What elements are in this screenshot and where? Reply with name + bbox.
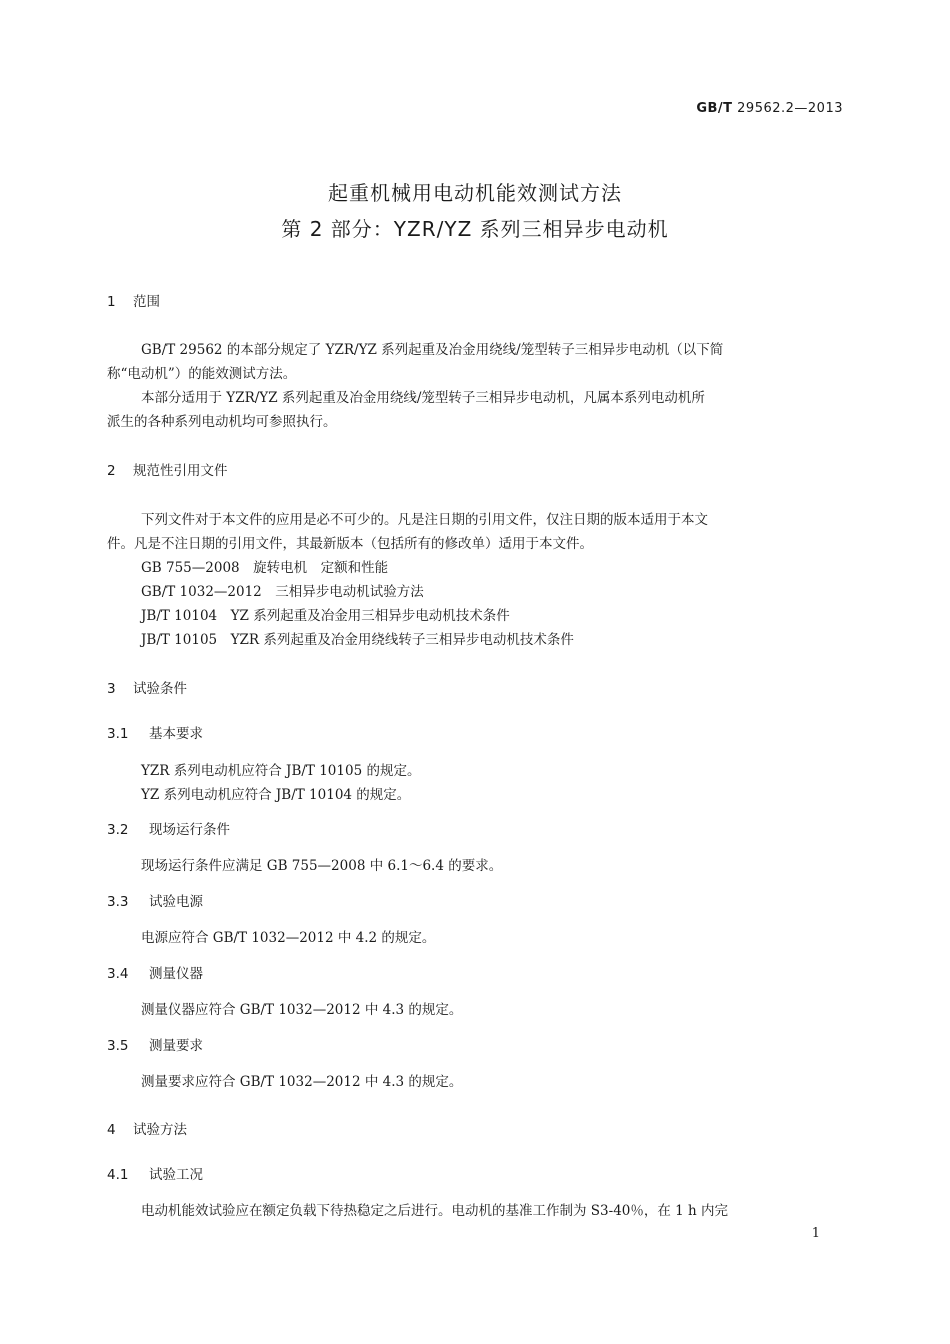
paragraph-line: 测量要求应符合 GB/T 1032—2012 中 4.3 的规定。	[141, 1074, 463, 1090]
section-number: 1	[107, 294, 116, 310]
document-title: 起重机械用电动机能效测试方法	[328, 181, 622, 205]
document-subtitle: 第 2 部分：YZR/YZ 系列三相异步电动机	[281, 217, 669, 241]
subsection-number: 3.5	[107, 1038, 129, 1054]
standard-code: 29562.2—2013	[737, 101, 843, 116]
paragraph-line: 本部分适用于 YZR/YZ 系列起重及冶金用绕线/笼型转子三相异步电动机，凡属本系列电动机所	[141, 390, 705, 406]
reference-item: JB/T 10104 YZ 系列起重及冶金用三相异步电动机技术条件	[141, 608, 510, 624]
section-number: 2	[107, 463, 116, 479]
subsection-title: 测量仪器	[149, 966, 203, 982]
paragraph-line: 电源应符合 GB/T 1032—2012 中 4.2 的规定。	[141, 930, 436, 946]
paragraph-line: YZR 系列电动机应符合 JB/T 10105 的规定。	[141, 763, 421, 779]
subsection-title: 测量要求	[149, 1038, 203, 1054]
paragraph-line: 下列文件对于本文件的应用是必不可少的。凡是注日期的引用文件，仅注日期的版本适用于本文	[141, 512, 708, 528]
subsection-number: 4.1	[107, 1167, 129, 1183]
paragraph-line: 件。凡是不注日期的引用文件，其最新版本（包括所有的修改单）适用于本文件。	[107, 536, 593, 552]
section-heading-2	[107, 459, 228, 479]
page-number: 1	[811, 1226, 820, 1241]
subsection-title: 试验电源	[149, 894, 203, 910]
paragraph-line: YZ 系列电动机应符合 JB/T 10104 的规定。	[141, 787, 411, 803]
paragraph-line: 电动机能效试验应在额定负载下待热稳定之后进行。电动机的基准工作制为 S3-40％，在 1 h 内完	[141, 1203, 729, 1219]
subsection-heading-3-5	[107, 1034, 203, 1054]
subsection-title: 现场运行条件	[149, 822, 230, 838]
section-heading-4	[107, 1118, 187, 1138]
subsection-title: 基本要求	[149, 726, 203, 742]
subsection-number: 3.1	[107, 726, 129, 742]
paragraph-line: 称“电动机”）的能效测试方法。	[107, 366, 297, 382]
section-number: 3	[107, 681, 116, 697]
section-heading-3	[107, 677, 187, 697]
standard-number	[696, 101, 843, 116]
reference-item: GB 755—2008 旋转电机 定额和性能	[141, 560, 389, 576]
subsection-number: 3.4	[107, 966, 129, 982]
paragraph-line: 现场运行条件应满足 GB 755—2008 中 6.1～6.4 的要求。	[141, 858, 503, 874]
subsection-heading-4-1	[107, 1163, 203, 1183]
section-title: 试验条件	[133, 681, 187, 697]
section-number: 4	[107, 1122, 116, 1138]
subsection-heading-3-2	[107, 818, 230, 838]
section-title: 试验方法	[133, 1122, 187, 1138]
subsection-number: 3.3	[107, 894, 129, 910]
section-heading-1	[107, 290, 160, 310]
subsection-heading-3-1	[107, 722, 203, 742]
section-title: 规范性引用文件	[133, 463, 228, 479]
standard-prefix: GB/T	[696, 101, 733, 116]
subsection-heading-3-4	[107, 962, 203, 982]
section-title: 范围	[133, 294, 160, 310]
paragraph-line: 派生的各种系列电动机均可参照执行。	[107, 414, 337, 430]
subsection-number: 3.2	[107, 822, 129, 838]
reference-item: JB/T 10105 YZR 系列起重及冶金用绕线转子三相异步电动机技术条件	[141, 632, 574, 648]
paragraph-line: GB/T 29562 的本部分规定了 YZR/YZ 系列起重及冶金用绕线/笼型转子三相异步电动机（以下简	[141, 342, 724, 358]
subsection-title: 试验工况	[149, 1167, 203, 1183]
paragraph-line: 测量仪器应符合 GB/T 1032—2012 中 4.3 的规定。	[141, 1002, 463, 1018]
reference-item: GB/T 1032—2012 三相异步电动机试验方法	[141, 584, 424, 600]
subsection-heading-3-3	[107, 890, 203, 910]
